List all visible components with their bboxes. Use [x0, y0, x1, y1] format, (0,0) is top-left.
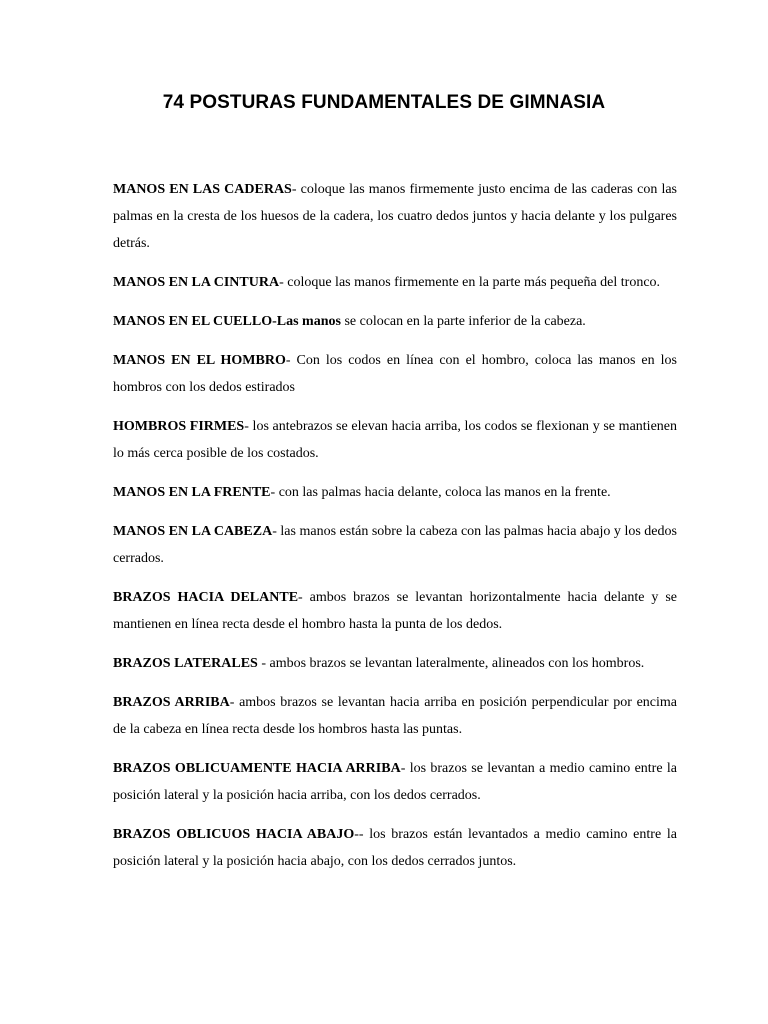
- posture-entry: [113, 176, 677, 257]
- posture-entry: [113, 689, 677, 743]
- posture-term: MANOS EN LA FRENTE: [113, 485, 271, 500]
- posture-entry: [113, 269, 677, 296]
- posture-term: BRAZOS OBLICUOS HACIA ABAJO: [113, 827, 355, 842]
- posture-term: MANOS EN LA CABEZA: [113, 524, 273, 539]
- posture-definition: - coloque las manos firmemente justo encima de las caderas con las palmas en la cresta de los huesos de la cadera, los cuatro dedos juntos y hacia delante y los pulgares detrás.: [113, 182, 677, 251]
- posture-entry: [113, 650, 677, 677]
- posture-term: BRAZOS ARRIBA: [113, 695, 230, 710]
- posture-entry: [113, 755, 677, 809]
- posture-entry: [113, 821, 677, 875]
- posture-term: MANOS EN LAS CADERAS: [113, 182, 292, 197]
- posture-term: BRAZOS OBLICUAMENTE HACIA ARRIBA: [113, 761, 401, 776]
- posture-entry: [113, 584, 677, 638]
- posture-definition: - con las palmas hacia delante, coloca las manos en la frente.: [270, 485, 611, 500]
- posture-entry: [113, 518, 677, 572]
- posture-definition: - las manos están sobre la cabeza con las palmas hacia abajo y los dedos cerrados.: [113, 524, 677, 566]
- posture-definition: se colocan en la parte inferior de la cabeza.: [340, 314, 586, 329]
- posture-term: HOMBROS FIRMES: [113, 419, 245, 434]
- posture-definition: - ambos brazos se levantan lateralmente, alineados con los hombros.: [257, 656, 645, 671]
- posture-entry: [113, 347, 677, 401]
- posture-definition: - Con los codos en línea con el hombro, coloca las manos en los hombros con los dedos estirados: [113, 353, 677, 395]
- document-title: 74 POSTURAS FUNDAMENTALES DE GIMNASIA: [162, 92, 606, 113]
- posture-term: MANOS EN EL CUELLO-Las manos: [113, 314, 341, 329]
- posture-entry: [113, 308, 677, 335]
- posture-term: MANOS EN LA CINTURA: [113, 275, 280, 290]
- posture-term: BRAZOS LATERALES: [113, 656, 258, 671]
- posture-entry: [113, 413, 677, 467]
- posture-term: BRAZOS HACIA DELANTE: [113, 590, 299, 605]
- posture-definition: - los brazos se levantan a medio camino entre la posición lateral y la posición hacia arriba, con los dedos cerrados.: [113, 761, 678, 803]
- posture-list: [113, 176, 677, 887]
- posture-term: MANOS EN EL HOMBRO: [113, 353, 286, 368]
- posture-definition: - ambos brazos se levantan hacia arriba en posición perpendicular por encima de la cabeza en línea recta desde los hombros hasta las puntas.: [113, 695, 677, 737]
- posture-definition: - ambos brazos se levantan horizontalmente hacia delante y se mantienen en línea recta desde el hombro hasta la punta de los dedos.: [113, 590, 677, 632]
- posture-definition: - los antebrazos se elevan hacia arriba, los codos se flexionan y se mantienen lo más cerca posible de los costados.: [113, 419, 677, 461]
- posture-definition: -- los brazos están levantados a medio camino entre la posición lateral y la posición hacia abajo, con los dedos cerrados juntos.: [113, 827, 677, 869]
- posture-entry: [113, 479, 677, 506]
- posture-definition: - coloque las manos firmemente en la parte más pequeña del tronco.: [279, 275, 661, 290]
